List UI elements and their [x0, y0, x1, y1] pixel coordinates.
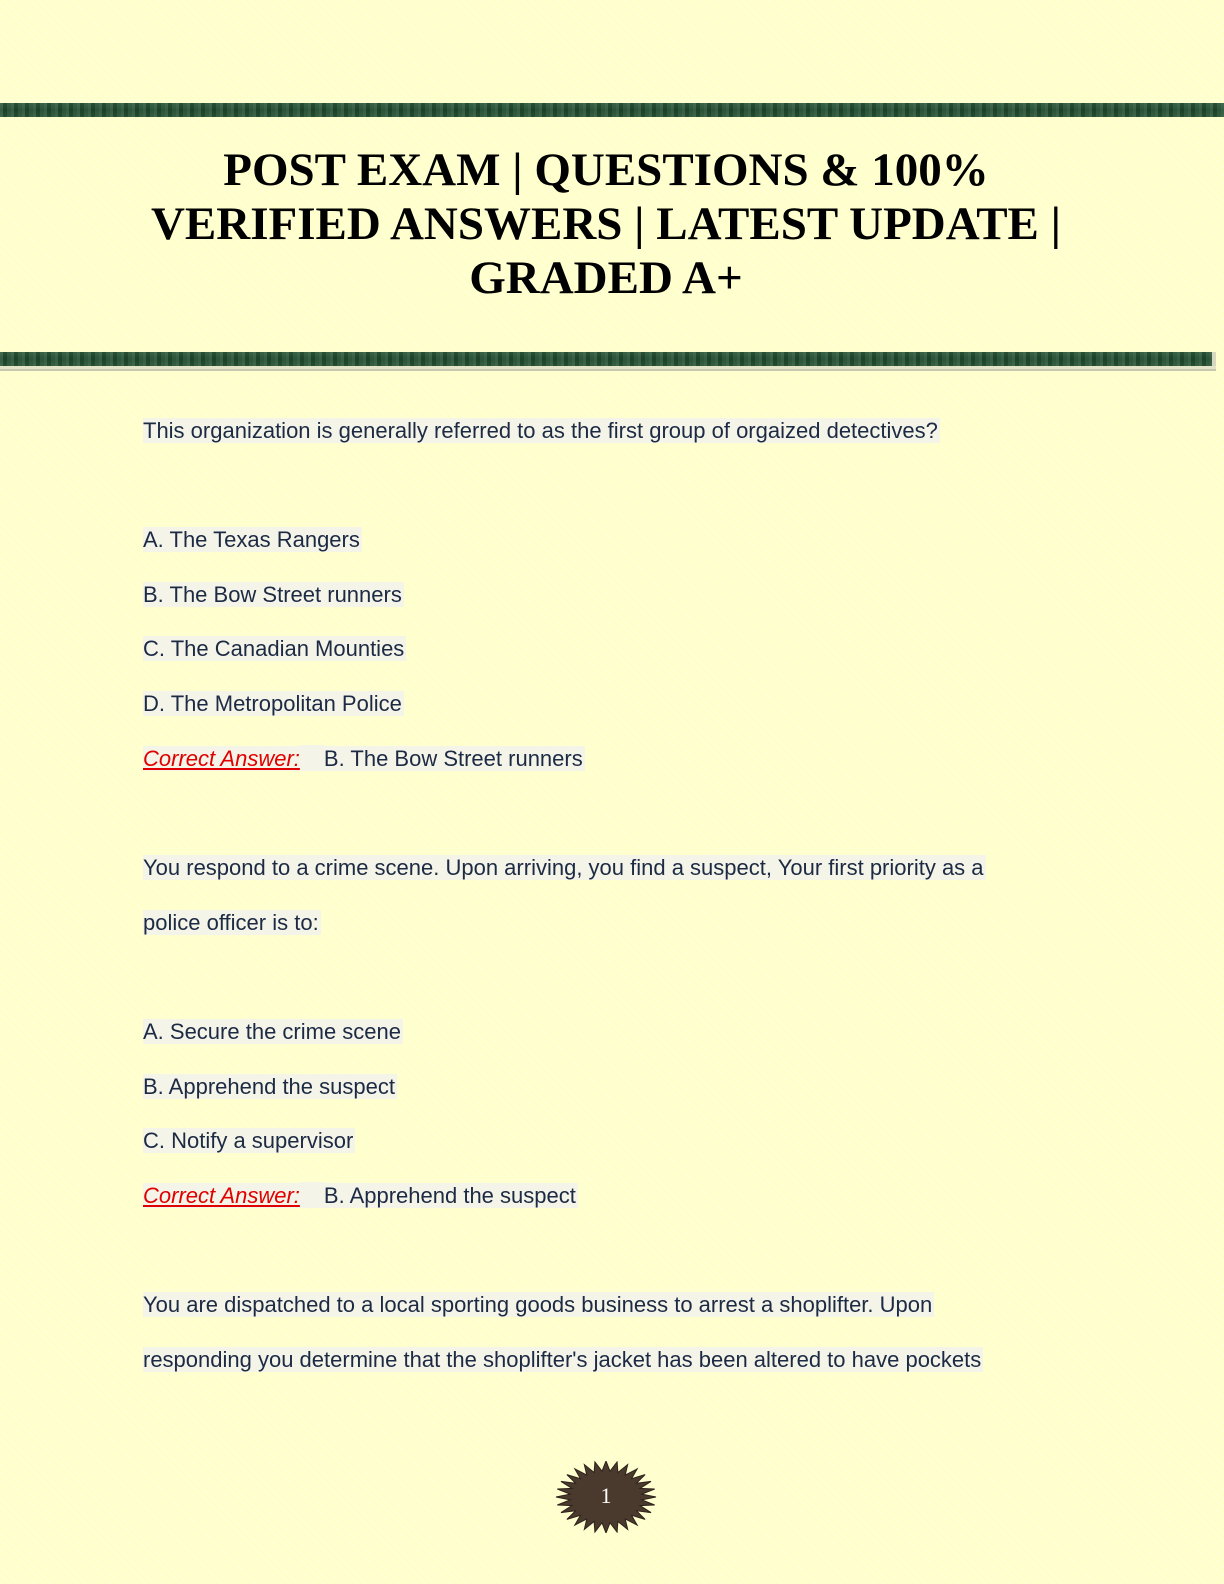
- page-number-badge: [555, 1461, 657, 1533]
- question-2-correct-answer: [143, 1182, 578, 1210]
- question-3-prompt-line-1: You are dispatched to a local sporting goods business to arrest a shoplifter. Upon: [143, 1292, 933, 1317]
- title-line-1: POST EXAM | QUESTIONS & 100%: [223, 144, 989, 196]
- question-2-prompt-line-2: police officer is to:: [143, 910, 319, 935]
- question-1-option-a: A. The Texas Rangers: [143, 527, 360, 552]
- question-2-option-b: B. Apprehend the suspect: [143, 1074, 395, 1099]
- question-2-option-c: C. Notify a supervisor: [143, 1128, 354, 1153]
- question-1-option-d: D. The Metropolitan Police: [143, 691, 402, 716]
- page-number: 1: [600, 1483, 612, 1508]
- correct-answer-value: B. The Bow Street runners: [323, 746, 583, 771]
- correct-answer-label: Correct Answer:: [143, 1183, 300, 1208]
- document-title: [100, 143, 1112, 305]
- question-1-prompt: This organization is generally referred to as the first group of orgaized detectives?: [143, 418, 938, 443]
- correct-answer-label: Correct Answer:: [143, 746, 300, 771]
- question-3-prompt-line-2: responding you determine that the shoplifter's jacket has been altered to have pockets: [143, 1347, 982, 1372]
- question-1-option-c: C. The Canadian Mounties: [143, 636, 405, 661]
- header-top-band: [0, 103, 1224, 117]
- question-1-correct-answer: [143, 745, 585, 773]
- title-line-3: GRADED A+: [469, 252, 743, 304]
- header-bottom-band: [0, 352, 1216, 366]
- title-line-2: VERIFIED ANSWERS | LATEST UPDATE |: [150, 198, 1061, 250]
- question-1-option-b: B. The Bow Street runners: [143, 582, 402, 607]
- correct-answer-value: B. Apprehend the suspect: [323, 1183, 576, 1208]
- question-2-prompt-line-1: You respond to a crime scene. Upon arriving, you find a suspect, Your first priority as a: [143, 855, 984, 880]
- question-2-option-a: A. Secure the crime scene: [143, 1019, 402, 1044]
